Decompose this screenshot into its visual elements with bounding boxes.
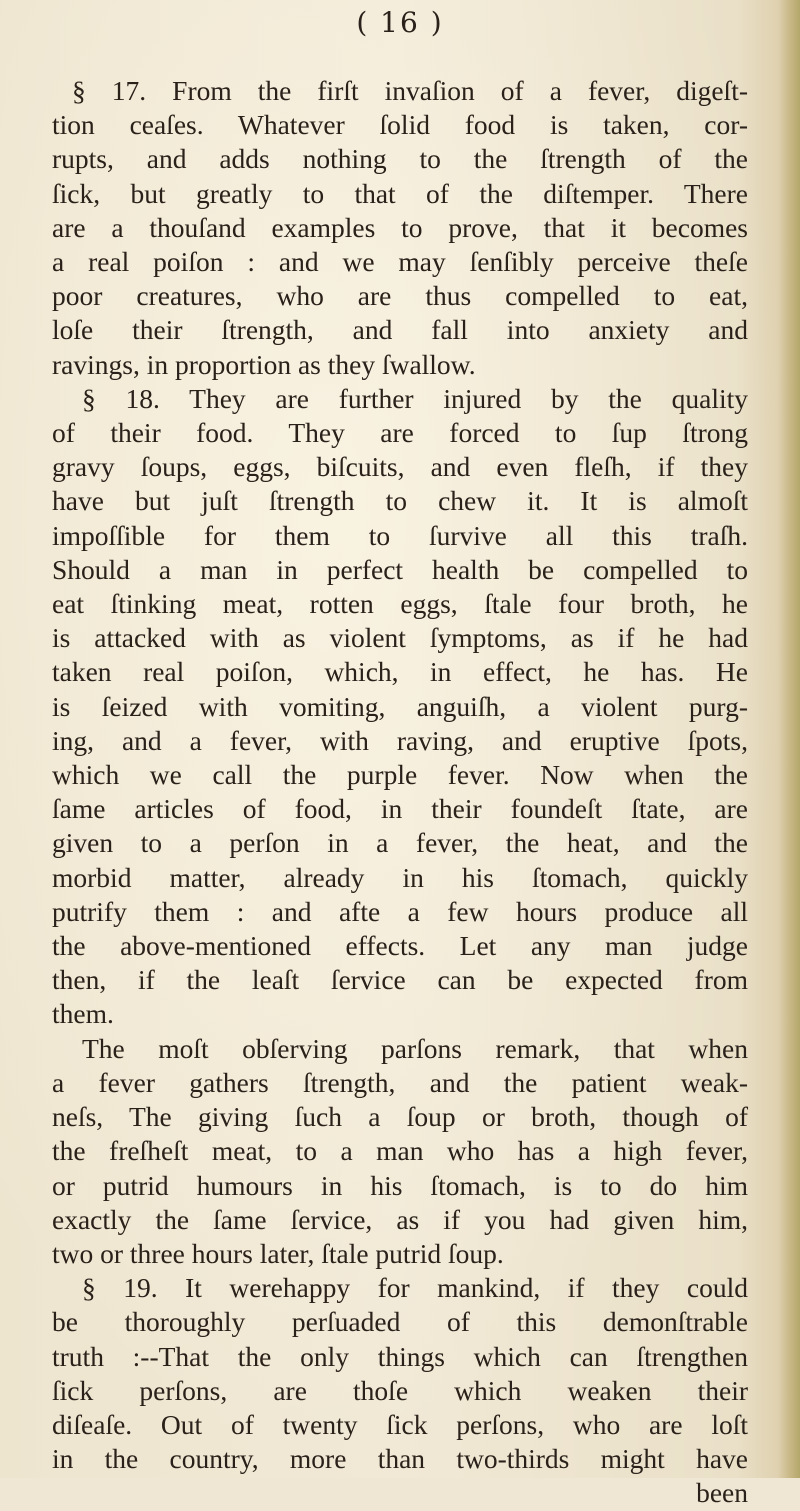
text-line: Should a man in perfect health be compelled to (52, 553, 748, 585)
text-line: truth :--That the only things which can ſtrengthen (52, 1340, 748, 1372)
text-line: given to a perſon in a fever, the heat, and the (52, 827, 748, 859)
text-line: eat ſtinking meat, rotten eggs, ſtale four broth, he (52, 588, 748, 620)
text-line: impoſſible for them to ſurvive all this traſh. (52, 519, 748, 551)
text-line: § 18. They are further injured by the quality (82, 382, 748, 414)
text-line: of their food. They are forced to ſup ſtrong (52, 417, 748, 449)
page-number: ( 16 ) (356, 6, 444, 39)
text-line: is attacked with as violent ſymptoms, as if he had (52, 622, 748, 654)
text-line: § 19. It werehappy for mankind, if they could (82, 1272, 748, 1304)
text-line: have but juſt ſtrength to chew it. It is almoſt (52, 485, 748, 517)
text-line: The moſt obſerving parſons remark, that when (82, 1032, 748, 1064)
text-line: a fever gathers ſtrength, and the patient weak- (52, 1066, 748, 1098)
page-edge-shadow (778, 0, 800, 1478)
text-line: neſs, The giving ſuch a ſoup or broth, though of (52, 1101, 748, 1133)
text-line: ſame articles of food, in their foundeſt ſtate, are (52, 793, 748, 825)
text-line: exactly the ſame ſervice, as if you had given him, (52, 1203, 748, 1235)
text-line: poor creatures, who are thus compelled to eat, (52, 280, 748, 312)
text-line: ing, and a fever, with raving, and eruptive ſpots, (52, 724, 748, 756)
text-line: be thoroughly perſuaded of this demonſtrable (52, 1306, 748, 1338)
text-line: the above-mentioned effects. Let any man judge (52, 930, 748, 962)
text-line: then, if the leaſt ſervice can be expected from (52, 964, 748, 996)
text-line: ſick, but greatly to that of the diſtemper. There (52, 177, 748, 209)
text-line: in the country, more than two-thirds might have (52, 1443, 748, 1475)
text-line: morbid matter, already in his ſtomach, quickly (52, 861, 748, 893)
text-line: rupts, and adds nothing to the ſtrength of the (52, 143, 748, 175)
text-line: or putrid humours in his ſtomach, is to do him (52, 1169, 748, 1201)
text-line: two or three hours later, ſtale putrid ſoup. (52, 1237, 504, 1269)
text-line: which we call the purple fever. Now when the (52, 759, 748, 791)
text-line: diſeaſe. Out of twenty ſick perſons, who are loſt (52, 1408, 748, 1440)
text-line: are a thouſand examples to prove, that it becomes (52, 211, 748, 243)
text-line: tion ceaſes. Whatever ſolid food is taken, cor- (52, 109, 748, 141)
text-line: § 17. From the firſt invaſion of a fever, digeſt- (72, 75, 748, 106)
text-line: ravings, in proportion as they ſwallow. (52, 348, 476, 380)
text-line: loſe their ſtrength, and fall into anxiety and (52, 314, 748, 346)
text-line: ſick perſons, are thoſe which weaken their (52, 1374, 748, 1406)
text-line: the freſheſt meat, to a man who has a high fever, (52, 1135, 748, 1167)
text-line: taken real poiſon, which, in effect, he has. He (52, 656, 748, 688)
text-line: them. (52, 998, 114, 1030)
text-line: is ſeized with vomiting, anguiſh, a violent purg- (52, 690, 748, 722)
text-line: gravy ſoups, eggs, biſcuits, and even fleſh, if they (52, 451, 748, 483)
text-line: a real poiſon : and we may ſenſibly perceive theſe (52, 246, 748, 278)
text-line: putrify them : and afte a few hours produce all (52, 895, 748, 927)
catchword: been (696, 1477, 748, 1509)
body-text (52, 74, 748, 1511)
